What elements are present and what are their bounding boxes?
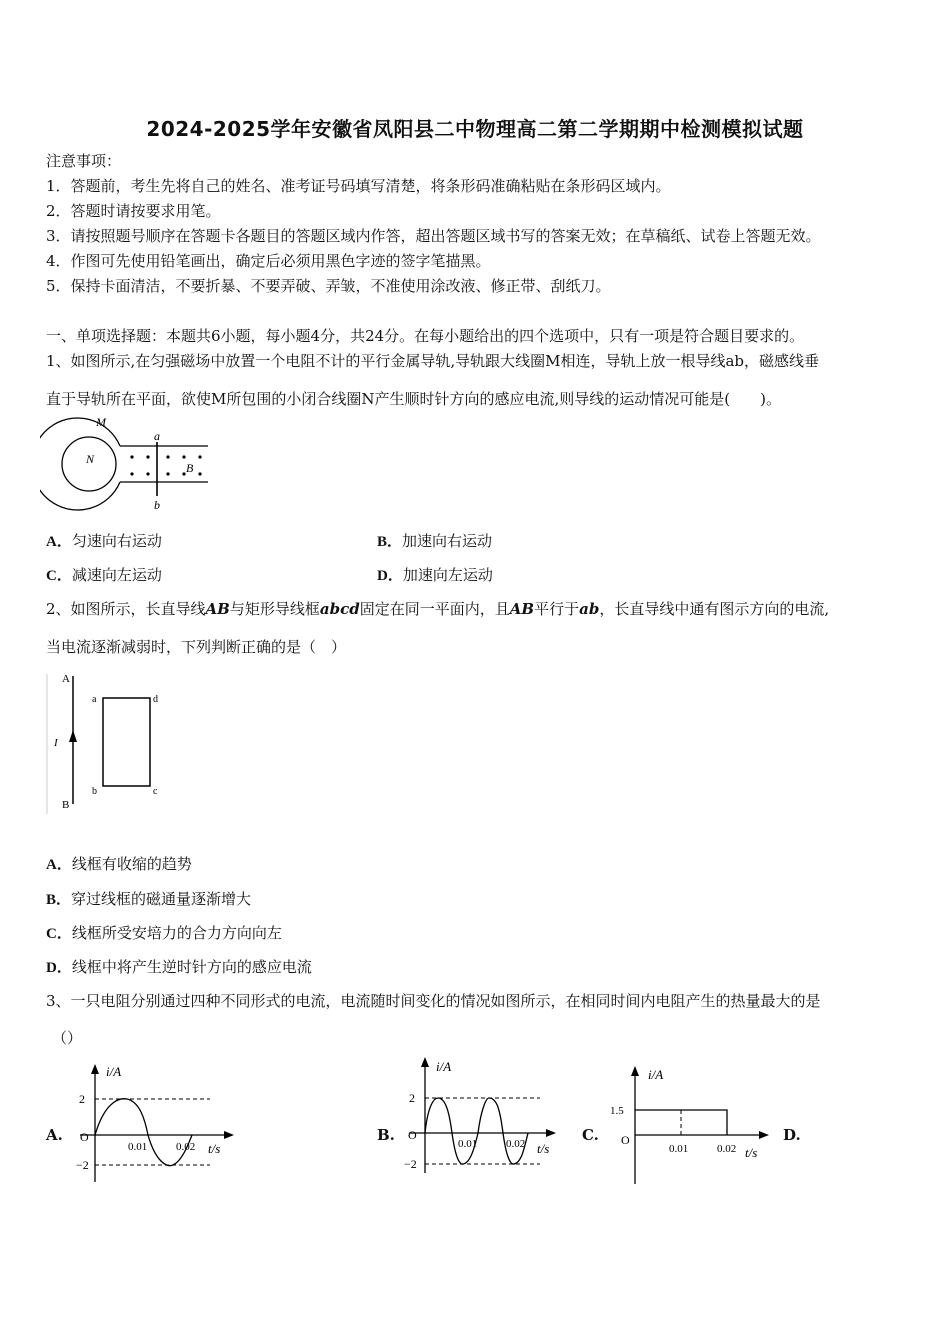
label-i: I bbox=[54, 737, 58, 749]
q3-stem-line1: 3、一只电阻分别通过四种不同形式的电流，电流随时间变化的情况如图所示，在相同时间内电阻产生的热量最大的是 bbox=[46, 992, 821, 1010]
q2-option-c[interactable]: C．线框所受安培力的合力方向向左 bbox=[46, 924, 282, 942]
svg-text:0.01: 0.01 bbox=[128, 1141, 148, 1153]
q2-option-b[interactable]: B．穿过线框的磁通量逐渐增大 bbox=[46, 890, 252, 908]
q1-option-c[interactable]: C．减速向左运动 bbox=[46, 566, 162, 584]
notice-item: 5．保持卡面清洁，不要折暴、不要弄破、弄皱，不准使用涂改液、修正带、刮纸刀。 bbox=[46, 277, 611, 295]
svg-text:−2: −2 bbox=[76, 1158, 89, 1172]
label-a: a bbox=[154, 429, 160, 443]
svg-text:−2: −2 bbox=[404, 1157, 417, 1171]
q2-stem-line2: 当电流逐渐减弱时，下列判断正确的是（ ） bbox=[46, 638, 347, 656]
label-a: a bbox=[92, 694, 97, 705]
svg-text:t/s: t/s bbox=[208, 1141, 221, 1156]
graph-b bbox=[400, 1055, 570, 1180]
graph-c bbox=[605, 1060, 775, 1190]
big-coil-m bbox=[40, 418, 120, 510]
notice-item: 2．答题时请按要求用笔。 bbox=[46, 202, 221, 220]
label-d: d bbox=[153, 694, 158, 705]
sine-wave bbox=[95, 1099, 192, 1166]
frame-abcd bbox=[103, 698, 150, 786]
label-n: N bbox=[86, 452, 95, 466]
label-b: b bbox=[92, 786, 97, 797]
q3-option-a[interactable]: A. bbox=[46, 1126, 63, 1144]
label-a-wire: A bbox=[62, 673, 70, 685]
q1-option-d[interactable]: D．加速向左运动 bbox=[377, 566, 493, 584]
q3-stem-line2: （） bbox=[52, 1029, 83, 1047]
q1-option-a[interactable]: A．匀速向右运动 bbox=[46, 532, 162, 550]
svg-text:i/A: i/A bbox=[648, 1067, 664, 1082]
svg-text:i/A: i/A bbox=[106, 1064, 122, 1079]
q1-figure bbox=[40, 416, 220, 514]
svg-text:1.5: 1.5 bbox=[610, 1105, 624, 1117]
svg-text:i/A: i/A bbox=[436, 1059, 452, 1074]
q2-option-d[interactable]: D．线框中将产生逆时针方向的感应电流 bbox=[46, 958, 312, 976]
svg-text:O: O bbox=[80, 1130, 89, 1144]
q2-figure bbox=[46, 668, 176, 814]
notice-heading: 注意事项： bbox=[46, 152, 122, 170]
sine-wave bbox=[425, 1098, 528, 1164]
svg-text:0.01: 0.01 bbox=[669, 1143, 689, 1155]
notice-item: 3．请按照题号顺序在答题卡各题目的答题区域内作答，超出答题区域书写的答案无效；在草稿纸、试卷上答题无效。 bbox=[46, 227, 821, 245]
svg-text:0.01: 0.01 bbox=[458, 1138, 478, 1150]
label-field-b: B bbox=[186, 461, 194, 475]
svg-text:0.02: 0.02 bbox=[717, 1143, 737, 1155]
label-b-wire: B bbox=[62, 799, 70, 811]
section-heading: 一、单项选择题：本题共6小题，每小题4分，共24分。在每小题给出的四个选项中，只有一项是符合题目要求的。 bbox=[46, 327, 805, 345]
q2-stem-line1: 2、如图所示，长直导线AB与矩形导线框abcd固定在同一平面内，且AB平行于ab，长直导线中通有图示方向的电流, bbox=[46, 600, 830, 618]
q2-option-a[interactable]: A．线框有收缩的趋势 bbox=[46, 855, 192, 873]
svg-text:O: O bbox=[408, 1128, 417, 1142]
svg-text:t/s: t/s bbox=[745, 1145, 758, 1160]
label-m: M bbox=[96, 416, 106, 429]
notice-item: 1．答题前，考生先将自己的姓名、准考证号码填写清楚，将条形码准确粘贴在条形码区域内。 bbox=[46, 177, 671, 195]
label-c: c bbox=[153, 786, 158, 797]
notice-item: 4．作图可先使用铅笔画出，确定后必须用黑色字迹的签字笔描黑。 bbox=[46, 252, 491, 270]
q3-option-b[interactable]: B. bbox=[377, 1126, 395, 1144]
q3-option-d[interactable]: D. bbox=[783, 1126, 801, 1144]
current-arrow bbox=[69, 730, 77, 742]
label-b: b bbox=[154, 498, 160, 512]
q3-option-c[interactable]: C. bbox=[582, 1126, 599, 1144]
svg-text:t/s: t/s bbox=[537, 1141, 550, 1156]
q1-option-b[interactable]: B．加速向右运动 bbox=[377, 532, 493, 550]
svg-text:2: 2 bbox=[409, 1091, 415, 1105]
svg-text:0.02: 0.02 bbox=[506, 1138, 526, 1150]
svg-text:0.02: 0.02 bbox=[176, 1141, 196, 1153]
svg-text:O: O bbox=[621, 1133, 630, 1147]
svg-text:2: 2 bbox=[79, 1092, 85, 1106]
q1-stem-line1: 1、如图所示,在匀强磁场中放置一个电阻不计的平行金属导轨,导轨跟大线圈M相连，导轨上放一根导线ab，磁感线垂 bbox=[46, 352, 819, 370]
graph-a bbox=[70, 1060, 240, 1190]
q1-stem-line2: 直于导轨所在平面，欲使M所包围的小闭合线圈N产生顺时针方向的感应电流,则导线的运动情况可能是( )。 bbox=[46, 390, 781, 408]
page-title: 2024-2025学年安徽省凤阳县二中物理高二第二学期期中检测模拟试题 bbox=[146, 117, 804, 141]
